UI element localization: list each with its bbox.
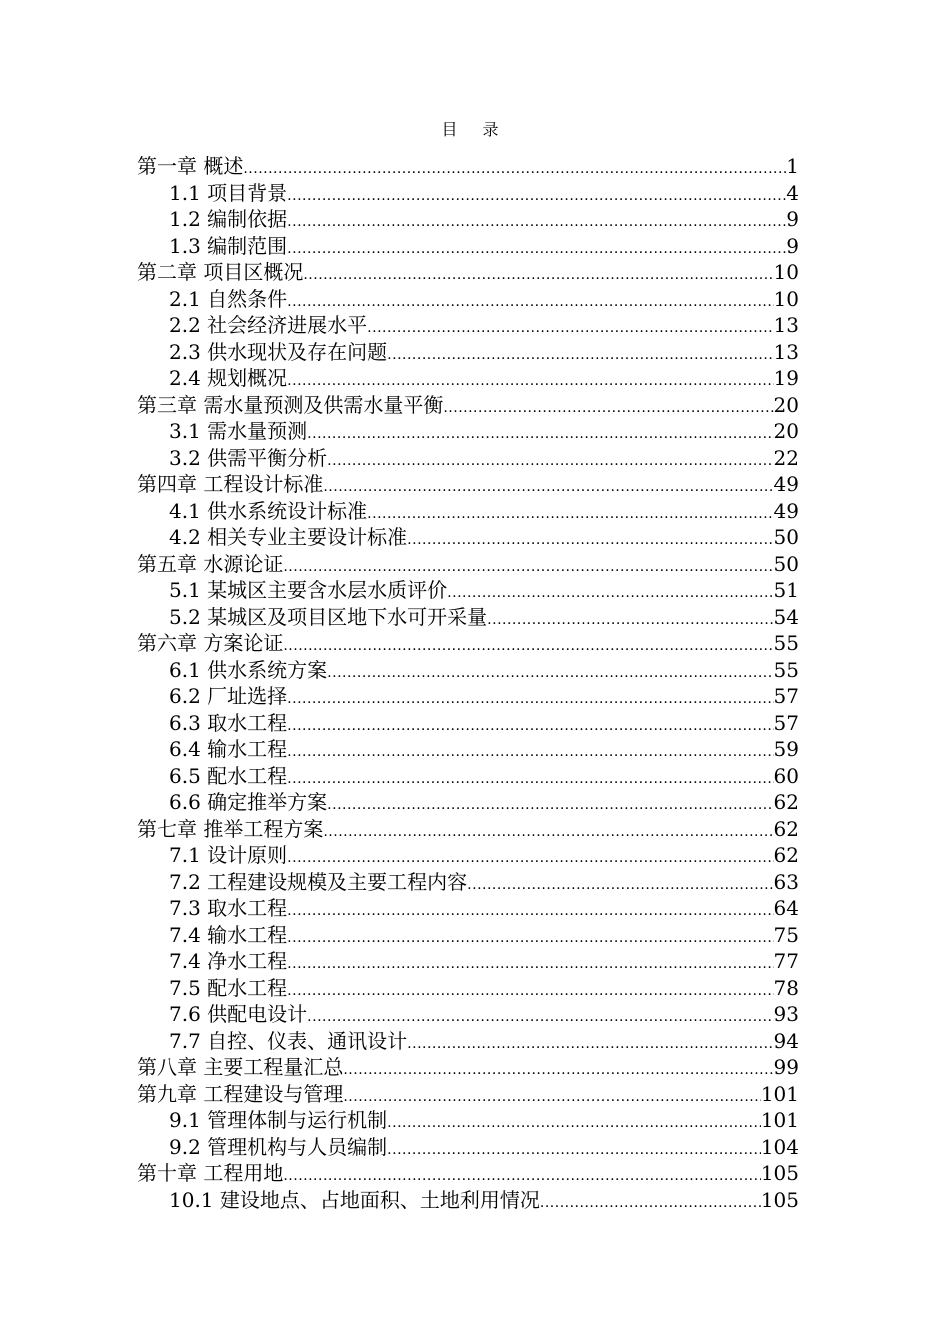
toc-leader-dots [487,607,773,631]
toc-entry-label: 6.4 输水工程 [169,737,288,761]
toc-entry-page-number: 19 [773,366,799,390]
toc-entry-label: 4.1 供水系统设计标准 [169,498,368,523]
toc-entry-page-number: 13 [773,313,799,337]
toc-leader-dots [343,1057,773,1081]
toc-entry-label: 6.3 取水工程 [169,710,288,735]
toc-section-entry[interactable] [137,895,799,922]
toc-leader-dots [323,819,773,843]
toc-entry-page-number: 1 [786,154,799,178]
toc-leader-dots [287,209,786,233]
toc-leader-dots [327,448,773,472]
toc-entry-label: 2.2 社会经济进展水平 [169,313,368,337]
toc-entry-label: 第六章 方案论证 [137,631,284,655]
toc-leader-dots [287,845,773,869]
toc-entry-page-number: 101 [760,1108,799,1132]
toc-section-entry[interactable] [137,975,799,1002]
toc-chapter-entry[interactable] [137,816,799,843]
toc-entry-label: 3.2 供需平衡分析 [169,445,328,470]
toc-leader-dots [387,1137,761,1161]
toc-leader-dots [387,1110,761,1134]
toc-leader-dots [443,395,773,419]
toc-chapter-entry[interactable] [137,1054,799,1081]
toc-entry-page-number: 49 [773,472,799,496]
toc-entry-page-number: 20 [773,419,799,443]
toc-entry-page-number: 94 [773,1028,799,1053]
toc-entry-label: 2.1 自然条件 [169,286,288,311]
toc-title: 目 录 [441,120,509,139]
toc-leader-dots [447,580,773,604]
toc-entry-page-number: 50 [773,551,799,576]
toc-entry-page-number: 49 [773,498,799,523]
toc-leader-dots [287,739,773,763]
toc-section-entry[interactable] [137,736,799,763]
toc-entry-label: 3.1 需水量预测 [169,419,308,443]
toc-entry-page-number: 101 [760,1081,799,1106]
table-of-contents [137,153,799,1213]
toc-entry-page-number: 59 [773,737,799,761]
toc-section-entry[interactable] [137,498,799,525]
toc-leader-dots [387,342,773,366]
toc-section-entry[interactable] [137,763,799,790]
toc-entry-page-number: 60 [773,763,799,788]
toc-entry-page-number: 63 [773,869,799,894]
toc-entry-page-number: 104 [760,1134,799,1159]
toc-leader-dots [287,289,773,313]
toc-entry-label: 7.6 供配电设计 [169,1002,308,1026]
toc-leader-dots [287,236,786,260]
toc-section-entry[interactable] [137,948,799,975]
toc-entry-page-number: 4 [786,180,799,205]
toc-entry-page-number: 105 [760,1161,799,1185]
toc-leader-dots [467,872,773,896]
toc-leader-dots [407,527,773,551]
toc-section-entry[interactable] [137,339,799,366]
toc-chapter-entry[interactable] [137,259,799,286]
toc-leader-dots [327,792,773,816]
toc-leader-dots [367,501,773,525]
toc-entry-label: 2.4 规划概况 [169,366,288,390]
toc-entry-label: 6.5 配水工程 [169,763,288,788]
toc-section-entry[interactable] [137,683,799,710]
toc-leader-dots [407,1031,773,1055]
toc-section-entry[interactable] [137,922,799,949]
toc-entry-label: 7.1 设计原则 [169,843,288,867]
toc-section-entry[interactable] [137,312,799,339]
toc-section-entry[interactable] [137,206,799,233]
toc-entry-page-number: 75 [773,922,799,947]
toc-entry-label: 7.3 取水工程 [169,896,288,920]
toc-entry-label: 7.5 配水工程 [169,975,288,1000]
toc-chapter-entry[interactable] [137,1160,799,1187]
toc-leader-dots [323,474,773,498]
toc-section-entry[interactable] [137,789,799,816]
toc-entry-page-number: 55 [773,657,799,682]
toc-entry-label: 第九章 工程建设与管理 [137,1081,344,1106]
toc-section-entry[interactable] [137,657,799,684]
toc-entry-page-number: 20 [773,392,799,417]
toc-section-entry[interactable] [137,710,799,737]
toc-entry-page-number: 9 [786,207,799,231]
toc-leader-dots [287,766,773,790]
toc-entry-label: 7.4 净水工程 [169,949,288,973]
toc-entry-label: 7.2 工程建设规模及主要工程内容 [169,869,468,894]
toc-section-entry[interactable] [137,180,799,207]
toc-entry-page-number: 78 [773,975,799,1000]
toc-section-entry[interactable] [137,1001,799,1028]
toc-section-entry[interactable] [137,577,799,604]
toc-leader-dots [287,978,773,1002]
toc-section-entry[interactable] [137,842,799,869]
toc-entry-label: 第三章 需水量预测及供需水量平衡 [137,392,444,417]
toc-chapter-entry[interactable] [137,630,799,657]
toc-entry-label: 7.4 输水工程 [169,922,288,947]
toc-leader-dots [307,421,773,445]
toc-leader-dots [287,925,773,949]
toc-entry-label: 7.7 自控、仪表、通讯设计 [169,1028,408,1053]
toc-leader-dots [287,183,786,207]
toc-leader-dots [283,633,773,657]
toc-entry-page-number: 62 [773,816,799,841]
toc-entry-label: 第四章 工程设计标准 [137,472,324,496]
toc-section-entry[interactable] [137,418,799,445]
toc-section-entry[interactable] [137,445,799,472]
toc-entry-label: 9.2 管理机构与人员编制 [169,1134,388,1159]
toc-chapter-entry[interactable] [137,153,799,180]
toc-section-entry[interactable] [137,604,799,631]
toc-chapter-entry[interactable] [137,551,799,578]
toc-leader-dots [540,1190,761,1214]
toc-chapter-entry[interactable] [137,471,799,498]
toc-entry-page-number: 99 [773,1055,799,1079]
toc-entry-page-number: 57 [773,710,799,735]
toc-entry-page-number: 62 [773,843,799,867]
toc-entry-page-number: 51 [773,578,799,602]
toc-entry-label: 第一章 概述 [137,154,244,178]
toc-entry-label: 9.1 管理体制与运行机制 [169,1108,388,1132]
toc-section-entry[interactable] [137,1028,799,1055]
toc-leader-dots [343,1084,760,1108]
toc-leader-dots [287,686,773,710]
toc-entry-page-number: 77 [773,949,799,973]
toc-section-entry[interactable] [137,1107,799,1134]
toc-leader-dots [287,951,773,975]
toc-entry-page-number: 50 [773,525,799,549]
toc-section-entry[interactable] [137,869,799,896]
toc-leader-dots [327,660,773,684]
toc-entry-page-number: 13 [773,339,799,364]
toc-leader-dots [303,262,773,286]
toc-entry-page-number: 93 [773,1002,799,1026]
toc-entry-page-number: 22 [773,445,799,470]
toc-entry-label: 6.2 厂址选择 [169,684,288,708]
toc-entry-page-number: 62 [773,790,799,814]
toc-leader-dots [283,554,773,578]
toc-entry-label: 5.1 某城区主要含水层水质评价 [169,578,448,602]
toc-leader-dots [307,1004,773,1028]
toc-entry-label: 1.1 项目背景 [169,180,288,205]
toc-section-entry[interactable] [137,286,799,313]
toc-entry-label: 第五章 水源论证 [137,551,284,576]
toc-chapter-entry[interactable] [137,1081,799,1108]
toc-entry-label: 6.1 供水系统方案 [169,657,328,682]
toc-entry-page-number: 9 [786,233,799,258]
toc-entry-label: 1.2 编制依据 [169,207,288,231]
toc-section-entry[interactable] [137,233,799,260]
toc-chapter-entry[interactable] [137,392,799,419]
toc-entry-page-number: 105 [760,1187,799,1212]
toc-entry-label: 第八章 主要工程量汇总 [137,1055,344,1079]
toc-entry-label: 2.3 供水现状及存在问题 [169,339,388,364]
toc-entry-page-number: 54 [773,604,799,629]
toc-leader-dots [243,156,786,180]
toc-leader-dots [367,315,773,339]
toc-section-entry[interactable] [137,365,799,392]
toc-entry-label: 5.2 某城区及项目区地下水可开采量 [169,604,488,629]
toc-section-entry[interactable] [137,524,799,551]
toc-entry-label: 4.2 相关专业主要设计标准 [169,525,408,549]
toc-entry-label: 第二章 项目区概况 [137,260,304,284]
toc-leader-dots [283,1163,760,1187]
toc-leader-dots [287,898,773,922]
toc-entry-page-number: 64 [773,896,799,920]
toc-leader-dots [287,713,773,737]
toc-entry-label: 第七章 推举工程方案 [137,816,324,841]
toc-entry-page-number: 10 [773,286,799,311]
toc-entry-page-number: 55 [773,631,799,655]
toc-entry-label: 6.6 确定推举方案 [169,790,328,814]
toc-entry-page-number: 57 [773,684,799,708]
toc-entry-label: 第十章 工程用地 [137,1161,284,1185]
toc-entry-label: 10.1 建设地点、占地面积、土地利用情况 [169,1187,540,1212]
toc-leader-dots [287,368,773,392]
toc-section-entry[interactable] [137,1134,799,1161]
toc-entry-page-number: 10 [773,260,799,284]
toc-entry-label: 1.3 编制范围 [169,233,288,258]
toc-section-entry[interactable] [137,1187,799,1214]
